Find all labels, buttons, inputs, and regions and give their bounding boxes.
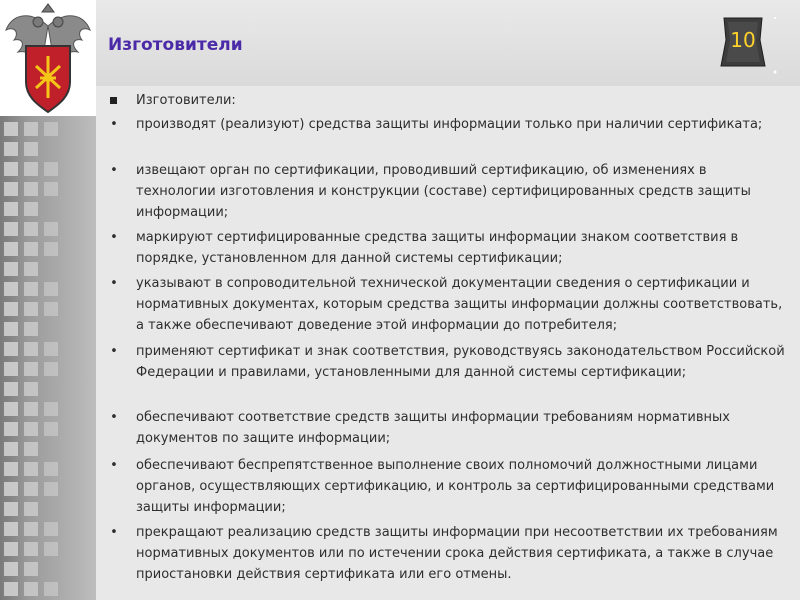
strip-square — [44, 122, 58, 136]
strip-square — [44, 162, 58, 176]
bullet-icon: • — [110, 344, 118, 359]
strip-square — [4, 522, 18, 536]
strip-square — [4, 322, 18, 336]
list-item — [110, 227, 788, 269]
list-item-text: обеспечивают соответствие средств защиты информации требованиям нормативных документов по защите информации; — [136, 410, 730, 446]
strip-square — [4, 462, 18, 476]
slide-header — [96, 0, 800, 86]
strip-square — [24, 482, 38, 496]
strip-square — [24, 182, 38, 196]
bullet-icon: • — [110, 525, 118, 540]
list-item-text: указывают в сопроводительной технической документации сведения о сертификации и нормативных документах, которым средства защиты информации должны соответствовать, а также обеспечивают доведение этой информации до потребителя; — [136, 276, 783, 333]
strip-square — [24, 522, 38, 536]
list-item-text: применяют сертификат и знак соответствия, руководствуясь законодательством Российской Федерации и правилами, установленными для данной системы сертификации; — [136, 344, 785, 380]
bullet-icon: • — [110, 276, 118, 291]
bullet-icon: • — [110, 230, 118, 245]
list-item-text: прекращают реализацию средств защиты информации при несоответствии их требованиям нормативных документов или по истечении срока действия сертификата, а также в случае приостановки действия сертификата или его отмены. — [136, 525, 778, 582]
strip-square — [44, 182, 58, 196]
strip-squares — [0, 120, 96, 600]
strip-square — [24, 562, 38, 576]
strip-square — [4, 162, 18, 176]
strip-square — [4, 502, 18, 516]
double-headed-eagle-emblem-icon — [0, 0, 96, 116]
strip-square — [44, 522, 58, 536]
strip-square — [24, 322, 38, 336]
strip-square — [24, 362, 38, 376]
bullet-icon: • — [110, 117, 118, 132]
strip-square — [44, 422, 58, 436]
list-item — [110, 522, 788, 585]
list-item — [136, 90, 788, 111]
strip-square — [24, 462, 38, 476]
strip-square — [4, 442, 18, 456]
strip-square — [4, 542, 18, 556]
strip-square — [4, 202, 18, 216]
strip-square — [44, 462, 58, 476]
strip-square — [4, 362, 18, 376]
content-area — [96, 86, 800, 600]
strip-square — [4, 282, 18, 296]
strip-square — [24, 202, 38, 216]
list-item-text: обеспечивают беспрепятственное выполнение своих полномочий должностными лицами органов, осуществляющих сертификацию, и контроль за сертифицированными средствами защиты информации; — [136, 458, 775, 515]
strip-square — [24, 242, 38, 256]
strip-square — [44, 282, 58, 296]
strip-square — [24, 142, 38, 156]
strip-square — [24, 442, 38, 456]
strip-square — [24, 342, 38, 356]
strip-square — [44, 242, 58, 256]
page-title: Изготовители — [108, 35, 243, 55]
strip-square — [4, 122, 18, 136]
strip-square — [44, 302, 58, 316]
strip-square — [24, 302, 38, 316]
list-item — [110, 407, 788, 449]
strip-square — [4, 382, 18, 396]
strip-square — [24, 542, 38, 556]
strip-square — [24, 402, 38, 416]
strip-square — [24, 262, 38, 276]
strip-square — [44, 402, 58, 416]
list-item — [110, 114, 788, 135]
strip-square — [4, 562, 18, 576]
strip-square — [44, 342, 58, 356]
list-item-text: производят (реализуют) средства защиты информации только при наличии сертификата; — [136, 117, 763, 132]
strip-square — [4, 142, 18, 156]
strip-square — [4, 242, 18, 256]
strip-square — [44, 222, 58, 236]
strip-square — [4, 342, 18, 356]
bullet-icon: • — [110, 163, 118, 178]
list-item-text: извещают орган по сертификации, проводивший сертификацию, об изменениях в технологии изготовления и конструкции (составе) сертифицированных средств защиты информации; — [136, 163, 751, 220]
strip-square — [24, 382, 38, 396]
strip-square — [24, 422, 38, 436]
strip-square — [44, 582, 58, 596]
list-item-text: маркируют сертифицированные средства защиты информации знаком соответствия в порядке, установленном для данной системы сертификации; — [136, 230, 739, 266]
strip-square — [4, 302, 18, 316]
strip-square — [4, 222, 18, 236]
strip-square — [4, 402, 18, 416]
strip-square — [24, 282, 38, 296]
list-item — [110, 341, 788, 383]
emblem-logo — [0, 0, 96, 116]
strip-square — [4, 422, 18, 436]
list-item — [110, 160, 788, 223]
strip-square — [4, 182, 18, 196]
bullet-icon: • — [110, 410, 118, 425]
list-item-text: Изготовители: — [136, 93, 236, 108]
page-number: 10 — [730, 28, 756, 52]
strip-square — [24, 582, 38, 596]
strip-square — [44, 542, 58, 556]
list-item — [110, 455, 788, 518]
decorative-dots — [772, 12, 778, 82]
page-number-badge — [720, 16, 766, 68]
strip-square — [4, 262, 18, 276]
strip-square — [24, 122, 38, 136]
strip-square — [44, 482, 58, 496]
strip-square — [4, 482, 18, 496]
strip-square — [24, 502, 38, 516]
strip-square — [24, 222, 38, 236]
strip-square — [4, 582, 18, 596]
list-item — [110, 273, 788, 336]
strip-square — [44, 362, 58, 376]
strip-square — [24, 162, 38, 176]
bullet-icon: • — [110, 458, 118, 473]
